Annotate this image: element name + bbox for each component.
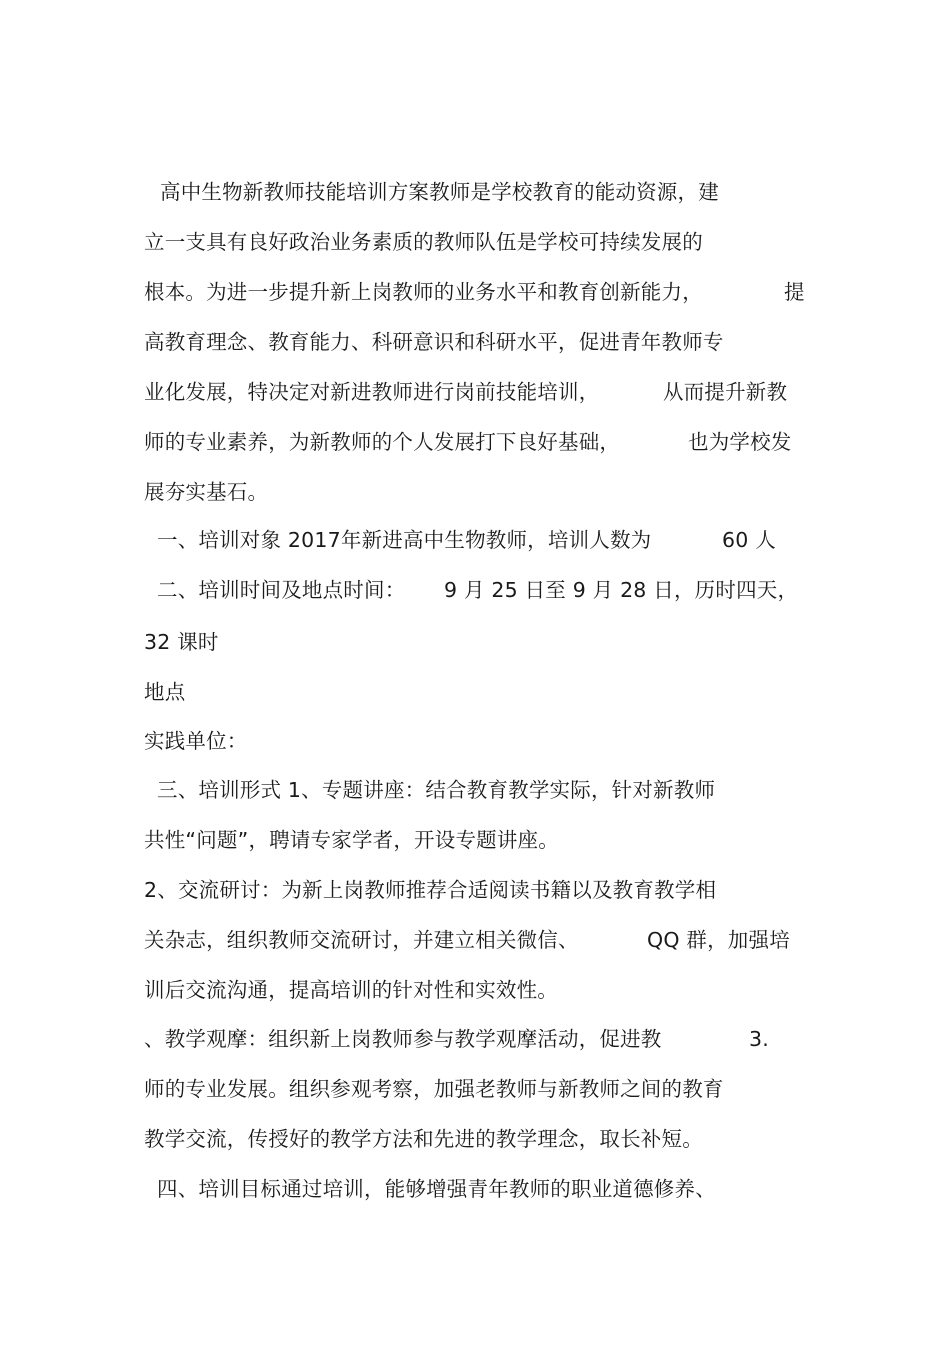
text-line: 师的专业发展。组织参观考察，加强老教师与新教师之间的教育 [144, 1077, 724, 1101]
text-line: 根本。为进一步提升新上岗教师的业务水平和教育创新能力， [144, 280, 703, 304]
text-line: 业化发展，特决定对新进教师进行岗前技能培训， [144, 380, 600, 404]
text-line: 实践单位： [144, 729, 248, 753]
text-line: 教学交流，传授好的教学方法和先进的教学理念，取长补短。 [144, 1127, 703, 1151]
text-line: 高教育理念、教育能力、科研意识和科研水平，促进青年教师专 [144, 330, 724, 354]
text-line: 展夯实基石。 [144, 480, 269, 504]
section-heading: 一、培训对象 2017年新进高中生物教师，培训人数为 [157, 528, 652, 552]
text-line: 共性“问题”，聘请专家学者，开设专题讲座。 [144, 828, 559, 852]
text-line: 9 月 25 日至 9 月 28 日，历时四天， [444, 578, 799, 602]
text-line: 2、交流研讨：为新上岗教师推荐合适阅读书籍以及教育教学相 [144, 878, 717, 902]
text-line: 提 [784, 280, 805, 304]
text-line: 训后交流沟通，提高培训的针对性和实效性。 [144, 978, 558, 1002]
section-heading: 三、培训形式 1、专题讲座：结合教育教学实际，针对新教师 [157, 778, 716, 802]
text-line: 60 人 [722, 528, 776, 552]
text-line: 、教学观摩：组织新上岗教师参与教学观摩活动，促进教 [144, 1027, 662, 1051]
text-line: 立一支具有良好政治业务素质的教师队伍是学校可持续发展的 [144, 230, 703, 254]
text-line: 关杂志，组织教师交流研讨，并建立相关微信、 [144, 928, 579, 952]
text-line: 从而提升新教 [663, 380, 788, 404]
text-line: 高中生物新教师技能培训方案教师是学校教育的能动资源，建 [160, 180, 719, 204]
text-line: 地点 [144, 680, 186, 704]
text-line: 师的专业素养，为新教师的个人发展打下良好基础， [144, 430, 621, 454]
text-line: 也为学校发 [688, 430, 792, 454]
text-line: 3. [749, 1027, 769, 1051]
section-heading: 四、培训目标通过培训，能够增强青年教师的职业道德修养、 [157, 1177, 716, 1201]
text-line: 32 课时 [144, 630, 219, 654]
text-line: QQ 群，加强培 [647, 928, 790, 952]
section-heading: 二、培训时间及地点时间： [157, 578, 406, 602]
